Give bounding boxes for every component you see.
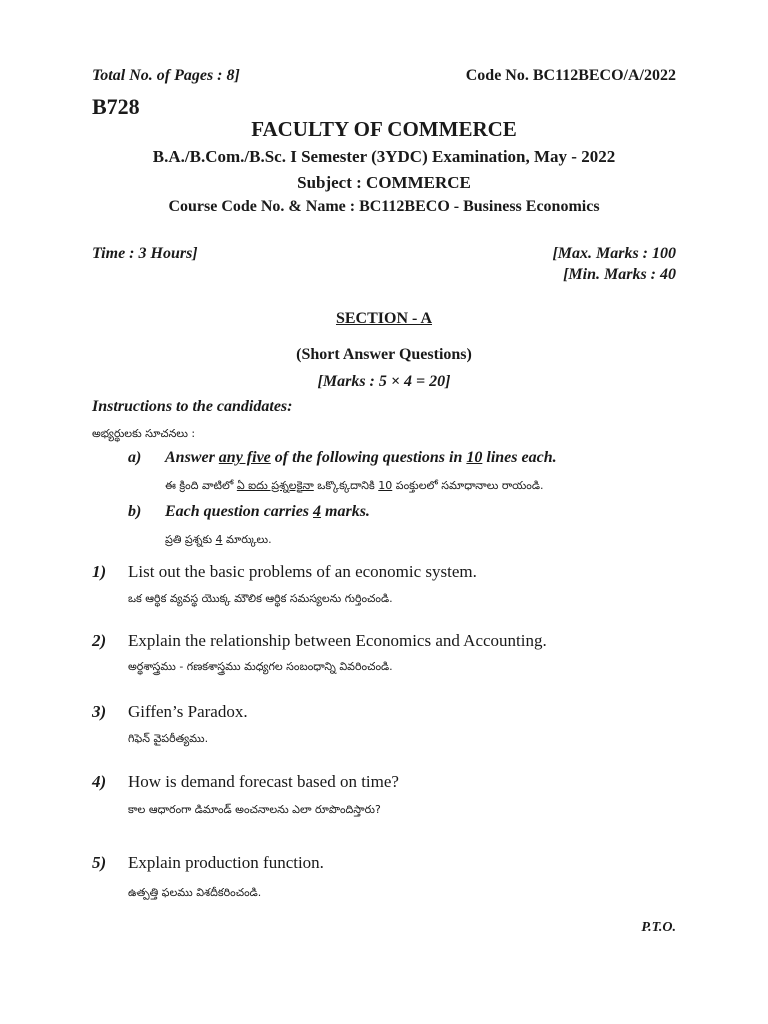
section-marks: [Marks : 5 × 4 = 20] bbox=[317, 373, 451, 390]
question-4-number: 4) bbox=[92, 772, 107, 791]
question-5-number: 5) bbox=[92, 853, 107, 872]
instruction-a-telugu bbox=[165, 479, 544, 495]
instruction-a-marker: a) bbox=[128, 449, 142, 466]
instruction-b-part1: Each question carries bbox=[165, 503, 314, 520]
instruction-a-part3: of the following questions in bbox=[270, 449, 467, 466]
instruction-a-te-part4: 10 bbox=[378, 479, 393, 492]
instruction-b bbox=[165, 503, 370, 521]
instruction-b-telugu bbox=[165, 533, 272, 549]
section-title: SECTION - A bbox=[335, 310, 433, 327]
instructions-heading: Instructions to the candidates: bbox=[92, 398, 293, 415]
section-subtitle: (Short Answer Questions) bbox=[296, 346, 472, 363]
question-1-number: 1) bbox=[92, 562, 107, 581]
question-1-telugu: ఒక ఆర్థిక వ్యవస్థ యొక్క మౌలిక ఆర్థిక సమస్యలను గుర్తించండి. bbox=[128, 592, 393, 605]
instruction-a-part5: lines each. bbox=[482, 449, 557, 466]
exam-title: B.A./B.Com./B.Sc. I Semester (3YDC) Examination, May - 2022 bbox=[152, 147, 616, 166]
instruction-a-te-part1: ఈ క్రింది వాటిలో bbox=[165, 479, 237, 492]
instruction-b-marks: 4 bbox=[313, 503, 322, 520]
min-marks: [Min. Marks : 40 bbox=[563, 266, 676, 283]
please-turn-over: P.T.O. bbox=[641, 920, 676, 935]
question-2-telugu: అర్థశాస్త్రము - గణకశాస్త్రము మధ్యగల సంబంధాన్ని వివరించండి. bbox=[128, 660, 393, 673]
instruction-b-te-part3: మార్కులు. bbox=[222, 533, 272, 546]
instruction-a-lines: 10 bbox=[466, 449, 483, 466]
paper-id: B728 bbox=[92, 94, 140, 119]
question-2-text: Explain the relationship between Economics and Accounting. bbox=[128, 631, 547, 650]
code-number: Code No. BC112BECO/A/2022 bbox=[465, 67, 676, 84]
question-3-telugu: గిఫెన్ వైపరీత్యము. bbox=[128, 732, 209, 745]
question-4-text: How is demand forecast based on time? bbox=[128, 772, 399, 791]
course-line: Course Code No. & Name : BC112BECO - Business Economics bbox=[168, 198, 600, 215]
instruction-b-te-part2: 4 bbox=[215, 533, 223, 546]
instruction-a-te-part3: ఒక్కొక్కదానికి bbox=[313, 479, 379, 492]
total-pages: Total No. of Pages : 8] bbox=[92, 67, 240, 84]
question-5-text: Explain production function. bbox=[128, 853, 324, 872]
question-5-telugu: ఉత్పత్తి ఫలము విశదీకరించండి. bbox=[128, 886, 262, 899]
time-allowed: Time : 3 Hours] bbox=[92, 245, 198, 262]
instruction-b-marker: b) bbox=[128, 503, 142, 520]
instruction-b-te-part1: ప్రతి ప్రశ్నకు bbox=[165, 533, 216, 546]
question-4-telugu: కాల ఆధారంగా డిమాండ్ అంచనాలను ఎలా రూపొందిస్తారు? bbox=[128, 803, 381, 816]
subject-line: Subject : COMMERCE bbox=[297, 173, 471, 192]
instruction-a-te-part5: పంక్తులలో సమాధానాలు రాయండి. bbox=[392, 479, 544, 492]
max-marks: [Max. Marks : 100 bbox=[552, 245, 676, 262]
question-1-text: List out the basic problems of an economic system. bbox=[128, 562, 477, 581]
instructions-heading-telugu: అభ్యర్థులకు సూచనలు : bbox=[92, 427, 196, 440]
question-2-number: 2) bbox=[92, 631, 107, 650]
instruction-a bbox=[165, 449, 557, 467]
instruction-a-te-part2: ఏ ఐదు ప్రశ్నలకైనా bbox=[236, 479, 314, 492]
question-3-number: 3) bbox=[92, 702, 107, 721]
question-3-text: Giffen’s Paradox. bbox=[128, 702, 248, 721]
instruction-a-any-five: any five bbox=[218, 449, 271, 466]
instruction-a-part1: Answer bbox=[165, 449, 219, 466]
instruction-b-part3: marks. bbox=[321, 503, 370, 520]
faculty-title: FACULTY OF COMMERCE bbox=[251, 117, 517, 141]
